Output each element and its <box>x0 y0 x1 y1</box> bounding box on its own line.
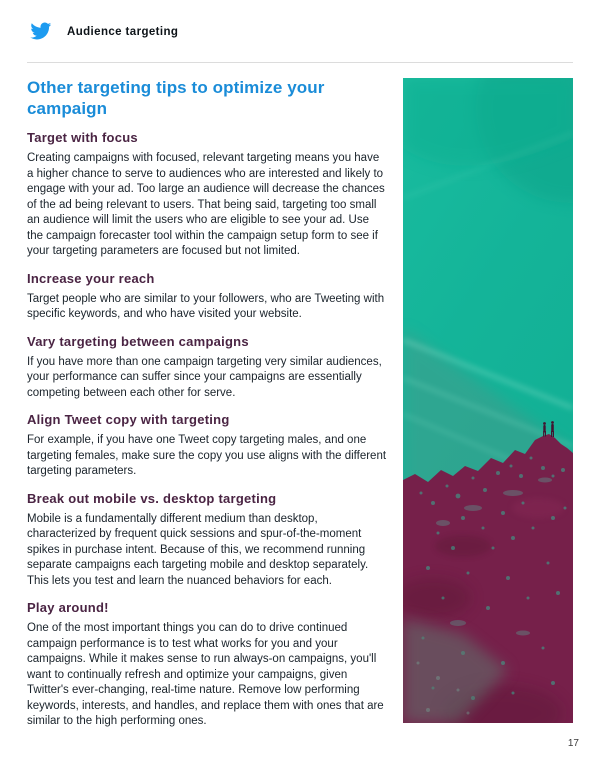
twitter-bird-icon <box>28 20 53 42</box>
section-heading: Play around! <box>27 600 109 615</box>
section-heading: Break out mobile vs. desktop targeting <box>27 490 277 506</box>
section-play-around <box>27 601 388 730</box>
document-title: Audience targeting <box>67 26 179 38</box>
hero-image-hikers-on-ridge <box>403 78 573 723</box>
header-divider <box>27 62 573 63</box>
section-mobile-vs-desktop <box>27 492 388 590</box>
page-title: Other targeting tips to optimize your campaign <box>27 78 325 118</box>
page-number: 17 <box>567 738 579 749</box>
section-heading: Align Tweet copy with targeting <box>27 412 230 427</box>
section-body: One of the most important things you can do to drive continued campaign performance is to test what works for you and your campaigns. While it makes sense to run always-on campaigns, you'll want to continually refresh and optimize your campaigns, given Twitter's ever-changing, real-time nature. Remove low performing keywords, interests, and handles, and replace them with ones that are similar to the high performing ones. <box>27 622 384 727</box>
section-body: If you have more than one campaign targeting very similar audiences, your performance can suffer since your campaigns are essentially competing between each other for serve. <box>27 355 382 399</box>
section-body: Creating campaigns with focused, relevant targeting means you have a higher chance to serve to audiences who are interested and likely to engage with your ad. Too large an audience will decrease the chances of the ad being relevant to users. That being said, targeting too small an audience will limit the users who are eligible to see your ad. Use the campaign forecaster tool within the campaign setup form to see if your targeting parameters are focused but not limited. <box>27 152 385 257</box>
section-body: Mobile is a fundamentally different medium than desktop, characterized by frequent quick sessions and spur-of-the-moment spikes in purchase intent. Because of this, we recommend running separate campaigns each targeting mobile and desktop separately. This lets you test and learn the nuanced behaviors for each. <box>27 512 369 587</box>
section-vary-targeting <box>27 335 388 402</box>
section-heading: Increase your reach <box>27 270 155 286</box>
section-body: Target people who are similar to your followers, who are Tweeting with specific keywords, and who have visited your website. <box>27 292 385 320</box>
section-increase-your-reach <box>27 272 388 323</box>
section-align-tweet-copy <box>27 413 388 480</box>
content-column <box>27 77 388 730</box>
section-target-with-focus <box>27 131 388 260</box>
section-body: For example, if you have one Tweet copy targeting males, and one targeting females, make sure the copy you use aligns with the different targeting parameters. <box>27 434 387 477</box>
section-heading: Vary targeting between campaigns <box>27 333 249 349</box>
section-heading: Target with focus <box>27 130 138 145</box>
